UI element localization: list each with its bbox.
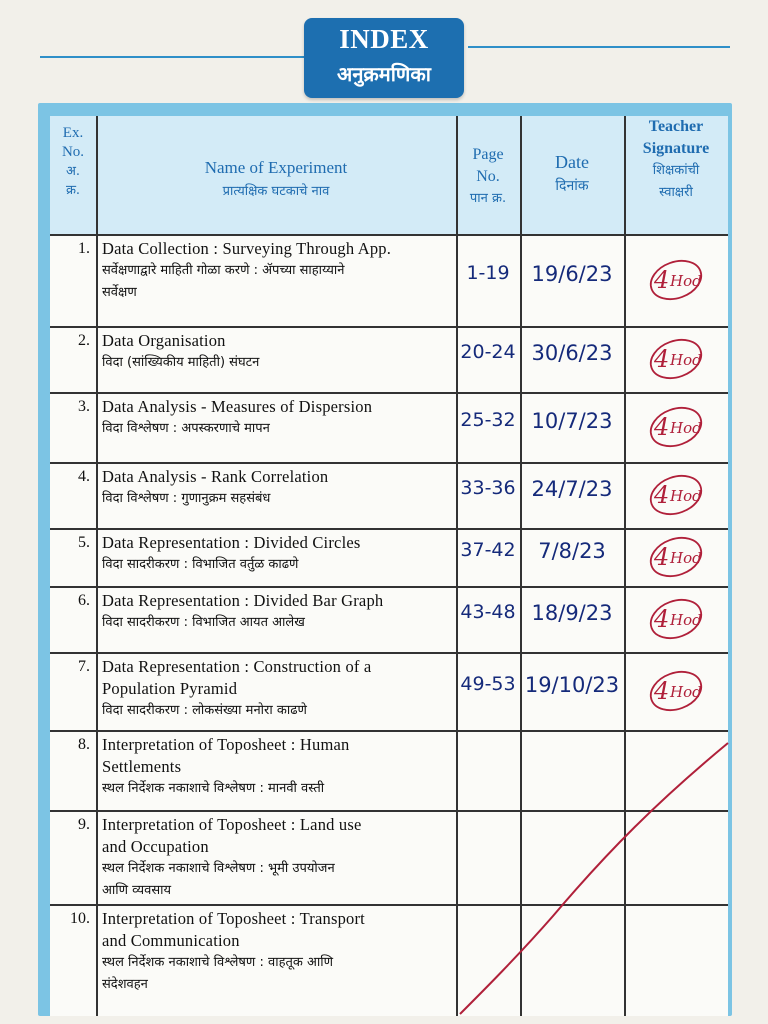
experiment-number: 9. [78, 816, 90, 833]
teacher-signature-mark [642, 533, 712, 581]
experiment-name-mr: विदा विश्लेषण : अपस्करणाचे मापन [102, 421, 270, 436]
col-number-mr-1: अ. [65, 164, 81, 179]
svg-text:4: 4 [654, 677, 670, 705]
svg-text:Hod: Hod [670, 419, 702, 437]
strike-through-line [458, 741, 730, 1016]
experiment-name-en: Population Pyramid [102, 679, 238, 698]
experiment-name-en: Interpretation of Toposheet : Transport [102, 909, 365, 928]
svg-text:4: 4 [654, 413, 670, 441]
experiment-date: 24/7/23 [531, 477, 613, 501]
experiment-date: 7/8/23 [538, 539, 606, 563]
column-header-name [96, 156, 456, 226]
experiment-name-mr: विदा सादरीकरण : लोकसंख्या मनोरा काढणे [102, 703, 307, 718]
svg-text:4: 4 [654, 605, 670, 633]
experiment-name [96, 532, 456, 586]
experiment-name-en: Settlements [102, 757, 182, 776]
experiment-name [96, 396, 456, 462]
experiment-name [96, 466, 456, 528]
experiment-name-en: and Communication [102, 931, 240, 950]
experiment-name-mr: स्थल निर्देशक नकाशाचे विश्लेषण : भूमी उपयोजन [102, 861, 335, 876]
experiment-number: 7. [78, 658, 90, 675]
row-divider [50, 392, 728, 394]
page-range: 37-42 [460, 539, 516, 561]
page-range: 20-24 [460, 341, 516, 363]
experiment-name-en: and Occupation [102, 837, 209, 856]
experiment-name [96, 734, 456, 810]
svg-text:4: 4 [654, 266, 670, 294]
experiment-name [96, 908, 456, 1016]
col-name-mr: प्रात्यक्षिक घटकाचे नाव [222, 184, 330, 199]
experiment-name-en: Data Representation : Divided Circles [102, 533, 361, 552]
teacher-signature-mark [642, 595, 712, 643]
experiment-name [96, 590, 456, 652]
teacher-signature-mark [642, 403, 712, 451]
experiment-number: 5. [78, 534, 90, 551]
experiment-number: 4. [78, 468, 90, 485]
col-date-mr: दिनांक [555, 178, 589, 194]
page-range: 43-48 [460, 601, 516, 623]
col-sign-mr-2: स्वाक्षरी [659, 185, 693, 200]
experiment-date: 30/6/23 [531, 341, 613, 365]
row-divider [50, 326, 728, 328]
experiment-name [96, 814, 456, 904]
experiment-date: 19/6/23 [531, 262, 613, 286]
experiment-date: 10/7/23 [531, 409, 613, 433]
svg-text:Hod: Hod [670, 683, 702, 701]
experiment-number: 10. [70, 910, 90, 927]
row-divider [50, 528, 728, 530]
experiment-name-mr: स्थल निर्देशक नकाशाचे विश्लेषण : वाहतूक आणि [102, 955, 334, 970]
svg-text:4: 4 [654, 481, 670, 509]
experiment-name-mr: संदेशवहन [102, 977, 148, 992]
column-header-page [456, 144, 520, 232]
col-name-en: Name of Experiment [204, 158, 348, 177]
experiment-number: 1. [78, 240, 90, 257]
index-badge [304, 18, 464, 98]
experiment-name [96, 238, 456, 326]
column-header-number [50, 124, 96, 234]
svg-text:Hod: Hod [670, 611, 702, 629]
svg-text:4: 4 [654, 543, 670, 571]
index-title: INDEX [339, 24, 429, 54]
page-range: 49-53 [460, 673, 516, 695]
column-header-signature [624, 116, 728, 234]
col-number-en-1: Ex. [62, 125, 84, 141]
svg-text:Hod: Hod [670, 549, 702, 567]
experiment-name-mr: सर्वेक्षण [102, 285, 137, 300]
column-header-date [520, 150, 624, 220]
col-page-en-2: No. [476, 168, 500, 185]
experiment-name-mr: विदा (सांख्यिकीय माहिती) संघटन [102, 355, 260, 370]
experiment-name-en: Interpretation of Toposheet : Human [102, 735, 350, 754]
experiment-name-mr: आणि व्यवसाय [102, 883, 172, 898]
teacher-signature-mark [642, 471, 712, 519]
col-sign-en-1: Teacher [648, 118, 704, 135]
experiment-name-en: Data Analysis - Rank Correlation [102, 467, 329, 486]
col-page-en-1: Page [472, 146, 504, 163]
col-sign-mr-1: शिक्षकांची [652, 163, 700, 178]
experiment-name-en: Data Collection : Surveying Through App. [102, 239, 392, 258]
col-number-mr-2: क्र. [65, 183, 81, 198]
col-sign-en-2: Signature [642, 140, 710, 157]
experiment-number: 8. [78, 736, 90, 753]
header-rule-right [468, 46, 730, 48]
experiment-number: 6. [78, 592, 90, 609]
row-divider [50, 586, 728, 588]
header-rule-left [40, 56, 308, 58]
experiment-name [96, 330, 456, 392]
col-date-en: Date [555, 152, 589, 172]
row-divider [50, 462, 728, 464]
row-divider [50, 652, 728, 654]
col-number-en-2: No. [61, 144, 85, 160]
experiment-name-mr: विदा सादरीकरण : विभाजित आयत आलेख [102, 615, 305, 630]
svg-text:Hod: Hod [670, 272, 702, 290]
page-range: 33-36 [460, 477, 516, 499]
experiment-number: 3. [78, 398, 90, 415]
experiment-name-mr: विदा सादरीकरण : विभाजित वर्तुळ काढणे [102, 557, 299, 572]
teacher-signature-mark [642, 256, 712, 304]
svg-text:4: 4 [654, 345, 670, 373]
experiment-name-en: Data Analysis - Measures of Dispersion [102, 397, 373, 416]
svg-text:Hod: Hod [670, 351, 702, 369]
svg-text:Hod: Hod [670, 487, 702, 505]
experiment-name-en: Interpretation of Toposheet : Land use [102, 815, 362, 834]
page-range: 25-32 [460, 409, 516, 431]
index-title-marathi: अनुक्रमणिका [337, 62, 431, 86]
teacher-signature-mark [642, 335, 712, 383]
experiment-name [96, 656, 456, 730]
experiment-name-mr: सर्वेक्षणाद्वारे माहिती गोळा करणे : ॲपच्या साहाय्याने [102, 263, 345, 278]
experiment-number: 2. [78, 332, 90, 349]
experiment-date: 18/9/23 [531, 601, 613, 625]
page-range: 1-19 [466, 262, 510, 284]
experiment-name-en: Data Organisation [102, 331, 226, 350]
experiment-name-mr: विदा विश्लेषण : गुणानुक्रम सहसंबंध [102, 491, 271, 506]
col-page-mr: पान क्र. [469, 191, 507, 206]
experiment-date: 19/10/23 [524, 673, 620, 697]
experiment-name-en: Data Representation : Divided Bar Graph [102, 591, 384, 610]
experiment-name-mr: स्थल निर्देशक नकाशाचे विश्लेषण : मानवी वस्ती [102, 781, 325, 796]
teacher-signature-mark [642, 667, 712, 715]
row-divider [50, 730, 728, 732]
index-table [50, 116, 728, 1016]
experiment-name-en: Data Representation : Construction of a [102, 657, 372, 676]
header-divider [50, 234, 728, 236]
